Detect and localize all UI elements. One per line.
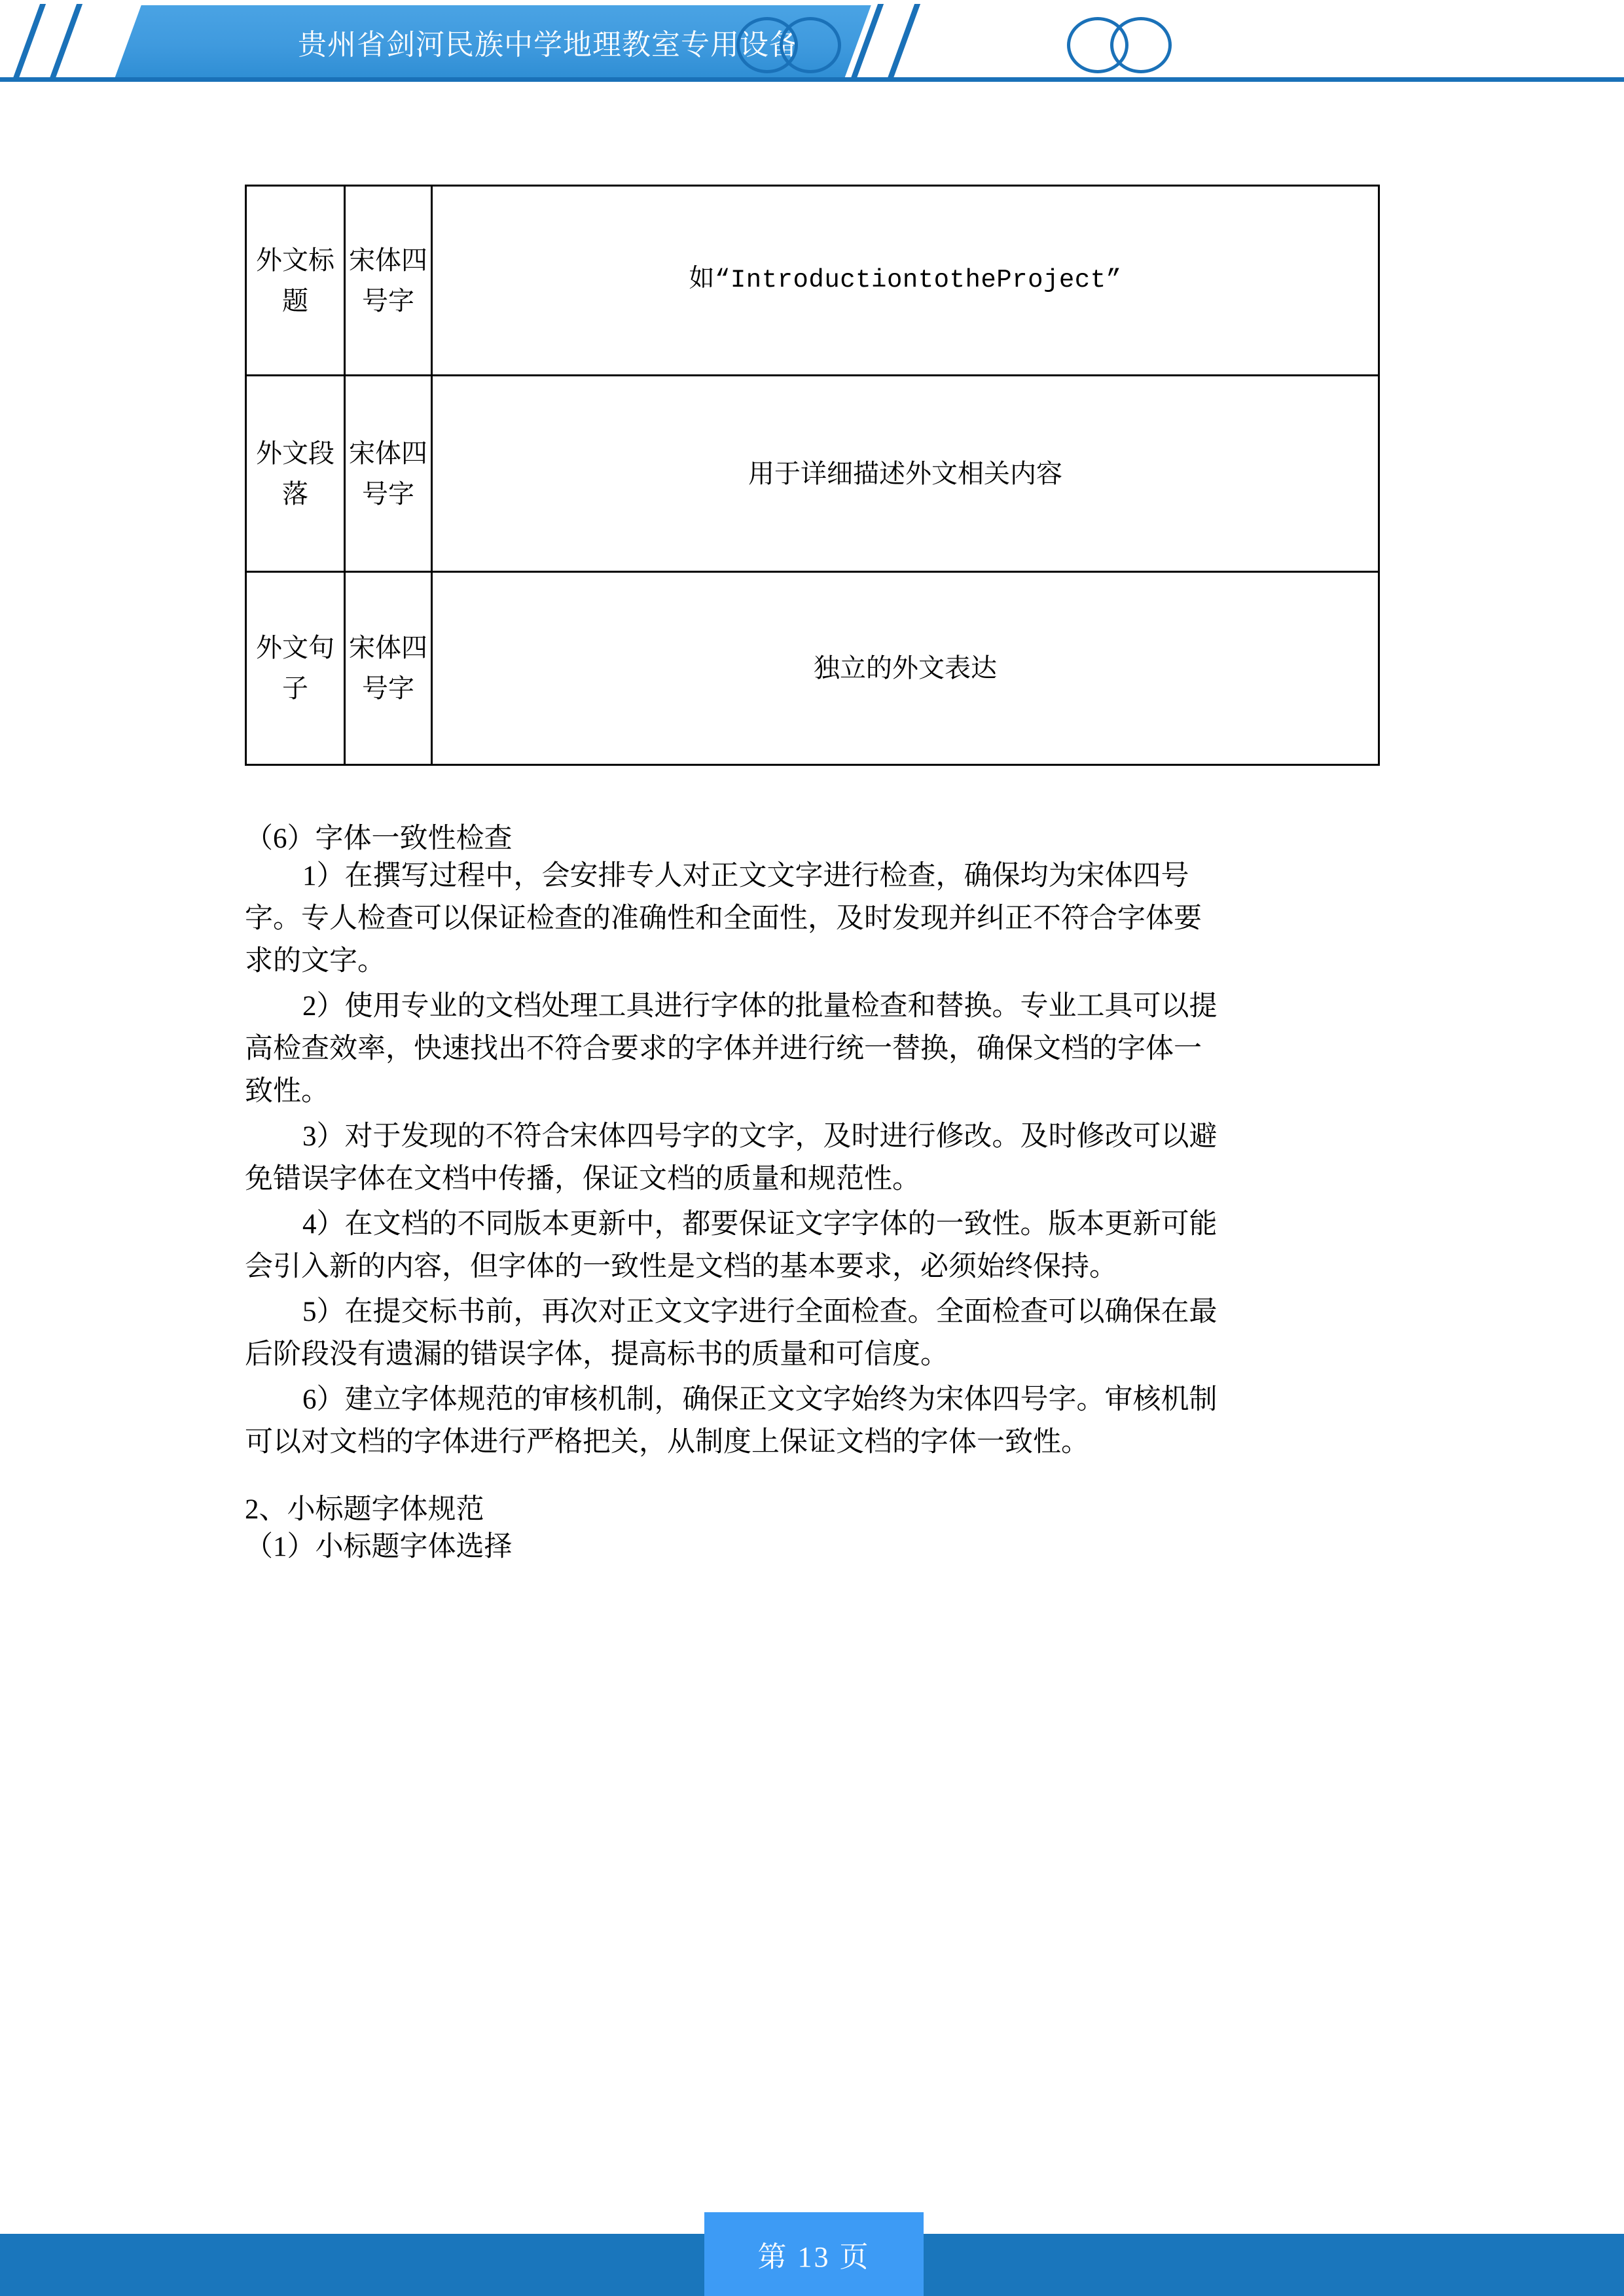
paragraph-6 [245, 1386, 1384, 1456]
page-number-label: 第 13 页 [757, 2241, 871, 2273]
paragraph-1 [245, 862, 1384, 975]
page-footer [0, 2212, 1624, 2296]
section-heading: 2、小标题字体规范 [245, 1494, 484, 1525]
table-cell-font: 宋体四号字 [345, 572, 432, 765]
circle-right-icon [1110, 17, 1172, 73]
spacer [245, 1473, 1384, 1496]
header-rule [0, 77, 1624, 82]
body-text-block [245, 825, 1384, 1561]
paragraph-2 [245, 992, 1384, 1105]
header-slash-decoration-icon [12, 4, 46, 80]
table-cell-font: 宋体四号字 [345, 186, 432, 376]
subsection-heading: （6）字体一致性检查 [245, 823, 513, 854]
paragraph-line: 后阶段没有遗漏的错误字体，提高标书的质量和可信度。 [245, 1339, 948, 1370]
paragraph-line: 6）建立字体规范的审核机制，确保正文文字始终为宋体四号字。审核机制 [302, 1384, 1218, 1415]
paragraph-5 [245, 1298, 1384, 1369]
section-subheading: （1）小标题字体选择 [245, 1532, 513, 1562]
paragraph-line: 会引入新的内容，但字体的一致性是文档的基本要求，必须始终保持。 [245, 1251, 1117, 1282]
header-slash-decoration-icon [887, 4, 920, 80]
page-header [0, 0, 1624, 85]
venn-circles-icon [1067, 17, 1172, 73]
table-cell-label: 外文段落 [246, 376, 345, 572]
paragraph-line: 免错误字体在文档中传播，保证文档的质量和规范性。 [245, 1164, 920, 1194]
table-row [246, 376, 1379, 572]
table-cell-description: 如“IntroductiontotheProject” [432, 186, 1379, 376]
paragraph-4 [245, 1210, 1384, 1281]
table-cell-description: 用于详细描述外文相关内容 [432, 376, 1379, 572]
header-title: 贵州省剑河民族中学地理教室专用设备 [298, 29, 799, 61]
table-cell-description: 独立的外文表达 [432, 572, 1379, 765]
paragraph-line: 4）在文档的不同版本更新中，都要保证文字字体的一致性。版本更新可能 [302, 1209, 1218, 1240]
font-spec-table [245, 185, 1380, 766]
venn-circles-icon [736, 17, 841, 73]
table-cell-label: 外文句子 [246, 572, 345, 765]
paragraph-line: 致性。 [245, 1076, 329, 1107]
paragraph-line: 求的文字。 [245, 946, 386, 977]
paragraph-line: 2）使用专业的文档处理工具进行字体的批量检查和替换。专业工具可以提 [302, 991, 1218, 1022]
circle-right-icon [780, 17, 841, 73]
paragraph-line: 高检查效率，快速找出不符合要求的字体并进行统一替换，确保文档的字体一 [245, 1033, 1202, 1064]
page-number-box [704, 2212, 924, 2296]
paragraph-line: 5）在提交标书前，再次对正文文字进行全面检查。全面检查可以确保在最 [302, 1297, 1218, 1327]
table-row [246, 186, 1379, 376]
table-cell-label: 外文标题 [246, 186, 345, 376]
paragraph-line: 1）在撰写过程中，会安排专人对正文文字进行检查，确保均为宋体四号 [302, 861, 1189, 891]
table-row [246, 572, 1379, 765]
table-cell-font: 宋体四号字 [345, 376, 432, 572]
paragraph-line: 可以对文档的字体进行严格把关，从制度上保证文档的字体一致性。 [245, 1427, 1089, 1458]
paragraph-line: 3）对于发现的不符合宋体四号字的文字，及时进行修改。及时修改可以避 [302, 1121, 1218, 1152]
header-slash-decoration-icon [49, 4, 82, 80]
paragraph-line: 字。专人检查可以保证检查的准确性和全面性，及时发现并纠正不符合字体要 [245, 903, 1202, 934]
paragraph-3 [245, 1122, 1384, 1193]
